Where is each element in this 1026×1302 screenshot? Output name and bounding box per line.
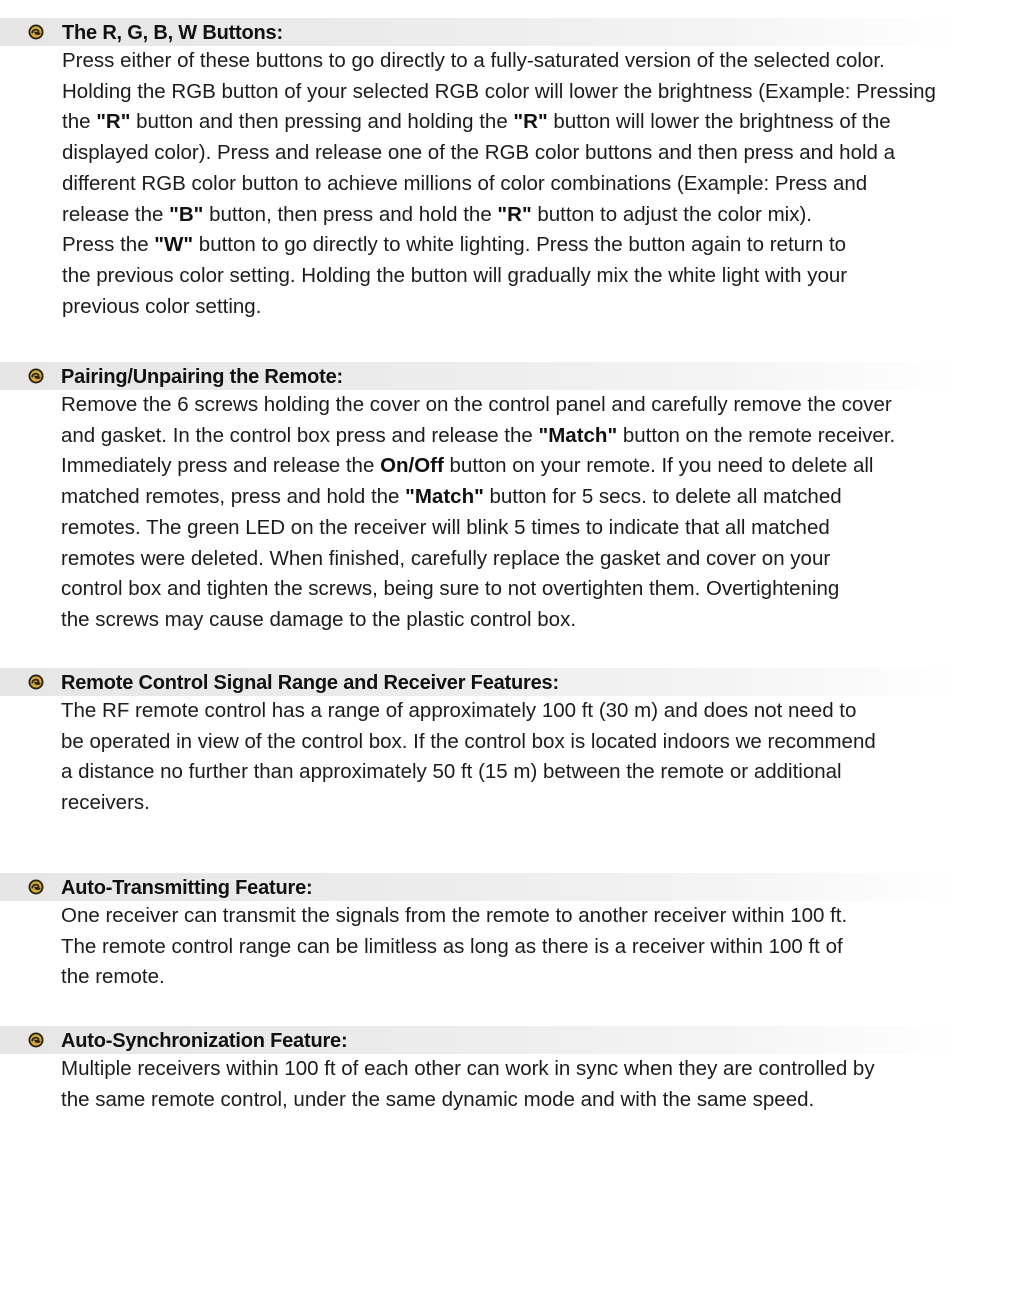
logo-bullet-icon bbox=[28, 368, 44, 384]
text-run: displayed color). Press and release one of the RGB color buttons and then press and hold a bbox=[62, 141, 896, 165]
paragraph-line bbox=[61, 1085, 1021, 1116]
paragraph-line bbox=[62, 200, 1022, 231]
text-run: remotes. The green LED on the receiver will blink 5 times to indicate that all matched bbox=[61, 515, 830, 539]
bold-term: "W" bbox=[154, 233, 194, 257]
paragraph-line bbox=[61, 605, 1021, 636]
logo-bullet-icon bbox=[28, 24, 44, 40]
section-body bbox=[61, 696, 1021, 819]
bold-term: "B" bbox=[169, 202, 204, 226]
paragraph-line bbox=[62, 138, 1022, 169]
paragraph-line bbox=[61, 901, 1021, 932]
bold-term: "Match" bbox=[405, 485, 484, 509]
bold-term: "R" bbox=[96, 110, 131, 134]
paragraph-line bbox=[62, 107, 1022, 138]
section-body bbox=[61, 901, 1021, 993]
section-heading: Auto-Transmitting Feature: bbox=[61, 877, 313, 899]
section-heading: The R, G, B, W Buttons: bbox=[62, 22, 283, 44]
paragraph-line bbox=[61, 513, 1021, 544]
paragraph-line bbox=[61, 962, 1021, 993]
paragraph-line bbox=[61, 788, 1021, 819]
paragraph-line bbox=[61, 482, 1021, 513]
paragraph-line bbox=[61, 696, 1021, 727]
text-run: button on the remote receiver. bbox=[617, 423, 896, 447]
text-run: matched remotes, press and hold the bbox=[61, 485, 406, 509]
text-run: the bbox=[62, 110, 97, 134]
logo-bullet-icon bbox=[28, 1032, 44, 1048]
bold-term: "R" bbox=[513, 110, 548, 134]
logo-bullet-icon bbox=[28, 879, 44, 895]
bold-term: On/Off bbox=[380, 454, 444, 478]
paragraph-line bbox=[61, 932, 1021, 963]
section-pairing-remote bbox=[0, 362, 1026, 636]
bold-term: "R" bbox=[497, 202, 532, 226]
paragraph-line bbox=[61, 757, 1021, 788]
text-run: Immediately press and release the bbox=[61, 454, 381, 478]
text-run: button to go directly to white lighting. Press the button again to return to bbox=[193, 233, 847, 257]
section-heading-bar bbox=[0, 668, 960, 696]
text-run: the previous color setting. Holding the button will gradually mix the white light with your bbox=[62, 263, 848, 287]
paragraph-line bbox=[61, 390, 1021, 421]
text-run: The RF remote control has a range of approximately 100 ft (30 m) and does not need to bbox=[61, 699, 857, 722]
text-run: button will lower the brightness of the bbox=[547, 110, 891, 134]
section-body bbox=[61, 390, 1021, 636]
text-run: receivers. bbox=[61, 791, 150, 815]
paragraph-line bbox=[61, 544, 1021, 575]
text-run: be operated in view of the control box. If the control box is located indoors we recommend bbox=[61, 729, 876, 753]
section-heading-bar bbox=[0, 18, 960, 46]
section-heading-bar bbox=[0, 1026, 960, 1054]
paragraph-line bbox=[62, 292, 1022, 323]
paragraph-line bbox=[62, 230, 1022, 261]
section-heading-bar bbox=[0, 362, 960, 390]
text-run: Press either of these buttons to go directly to a fully-saturated version of the selected color. bbox=[62, 49, 885, 72]
section-heading: Pairing/Unpairing the Remote: bbox=[61, 366, 344, 388]
text-run: Press the bbox=[62, 233, 155, 257]
bold-term: "Match" bbox=[538, 423, 618, 447]
text-run: the remote. bbox=[61, 965, 165, 989]
text-run: Holding the RGB button of your selected RGB color will lower the brightness (Example: Pressing bbox=[62, 79, 936, 103]
paragraph-line bbox=[61, 727, 1021, 758]
text-run: button on your remote. If you need to delete all bbox=[443, 454, 874, 478]
text-run: remotes were deleted. When finished, carefully replace the gasket and cover on your bbox=[61, 546, 831, 570]
text-run: different RGB color button to achieve millions of color combinations (Example: Press and bbox=[62, 171, 868, 195]
section-heading-bar bbox=[0, 873, 960, 901]
text-run: The remote control range can be limitless as long as there is a receiver within 100 ft of bbox=[61, 934, 843, 958]
paragraph-line bbox=[62, 77, 1022, 108]
text-run: button to adjust the color mix). bbox=[531, 202, 812, 226]
text-run: button for 5 secs. to delete all matched bbox=[483, 485, 842, 509]
section-auto-synchronization bbox=[0, 1026, 1026, 1115]
paragraph-line bbox=[61, 421, 1021, 452]
section-heading: Auto-Synchronization Feature: bbox=[61, 1030, 348, 1052]
text-run: and gasket. In the control box press and release the bbox=[61, 423, 539, 447]
section-rgbw-buttons bbox=[0, 18, 1026, 322]
text-run: Multiple receivers within 100 ft of each other can work in sync when they are controlled by bbox=[61, 1057, 875, 1080]
text-run: control box and tighten the screws, being sure to not overtighten them. Overtightening bbox=[61, 577, 840, 601]
section-signal-range bbox=[0, 668, 1026, 819]
paragraph-line bbox=[61, 451, 1021, 482]
text-run: One receiver can transmit the signals from the remote to another receiver within 100 ft. bbox=[61, 904, 848, 927]
section-body bbox=[62, 46, 1022, 322]
text-run: a distance no further than approximately 50 ft (15 m) between the remote or additional bbox=[61, 760, 842, 784]
section-heading: Remote Control Signal Range and Receiver Features: bbox=[61, 672, 559, 694]
section-body bbox=[61, 1054, 1021, 1115]
text-run: button and then pressing and holding the bbox=[130, 110, 514, 134]
text-run: release the bbox=[62, 202, 170, 226]
text-run: the same remote control, under the same dynamic mode and with the same speed. bbox=[61, 1087, 815, 1111]
paragraph-line bbox=[61, 1054, 1021, 1085]
paragraph-line bbox=[62, 169, 1022, 200]
text-run: the screws may cause damage to the plastic control box. bbox=[61, 607, 577, 631]
paragraph-line bbox=[61, 574, 1021, 605]
text-run: previous color setting. bbox=[62, 294, 262, 318]
paragraph-line bbox=[62, 46, 1022, 77]
logo-bullet-icon bbox=[28, 674, 44, 690]
section-auto-transmitting bbox=[0, 873, 1026, 993]
text-run: button, then press and hold the bbox=[203, 202, 498, 226]
paragraph-line bbox=[62, 261, 1022, 292]
text-run: Remove the 6 screws holding the cover on the control panel and carefully remove the cover bbox=[61, 393, 892, 416]
